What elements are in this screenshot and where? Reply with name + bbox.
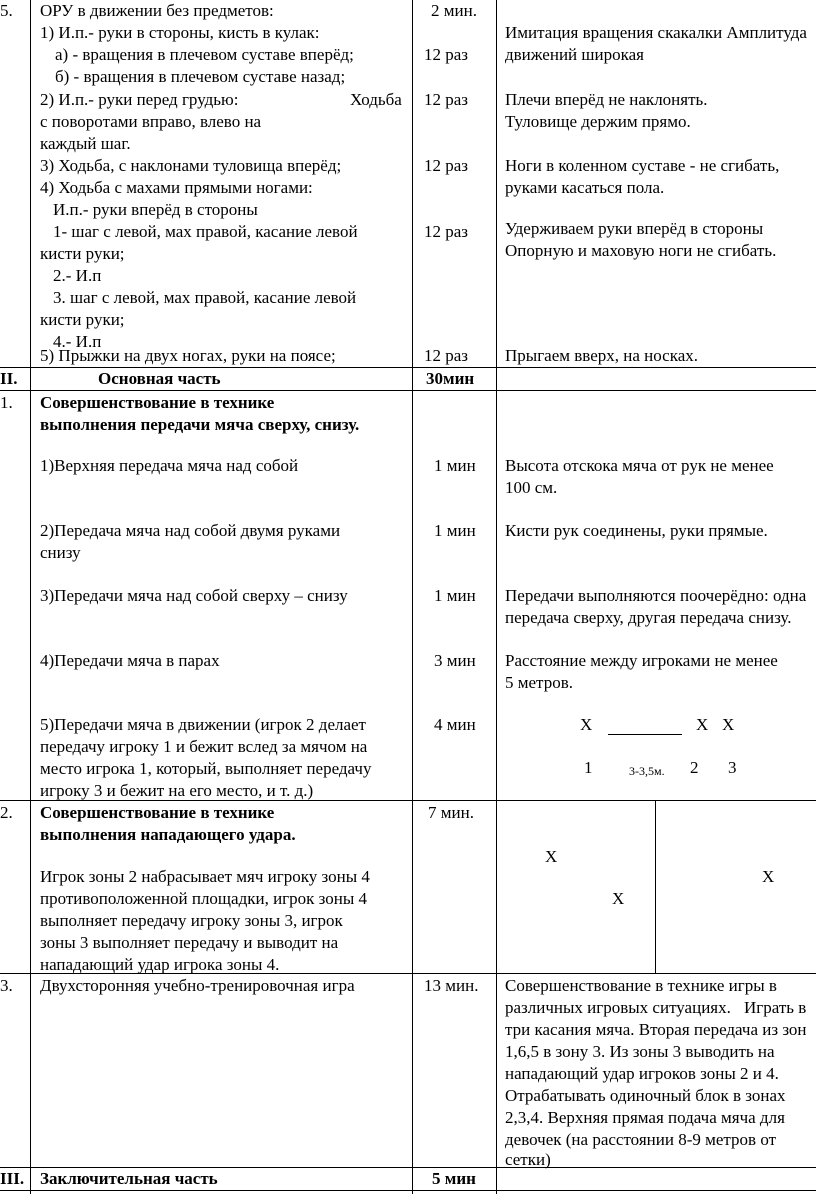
note: передача сверху, другая передача снизу. <box>505 608 792 627</box>
exercise-line: Игрок зоны 2 набрасывает мяч игроку зоны 4 <box>40 867 370 886</box>
note: Передачи выполняются поочерёдно: одна <box>505 586 807 605</box>
note: 2,3,4. Верхняя прямая подача мяча для <box>505 1108 785 1127</box>
passing-line <box>608 734 682 735</box>
exercise-title: Совершенствование в технике <box>40 393 275 412</box>
exercise-line: каждый шаг. <box>40 134 131 153</box>
exercise-line: 1)Верхняя передача мяча над собой <box>40 456 299 475</box>
exercise-line: Ходьба <box>350 90 402 109</box>
note: Имитация вращения скакалки Амплитуда <box>505 23 807 42</box>
duration: 12 раз <box>424 222 469 241</box>
note: Расстояние между игроками не менее <box>505 651 778 670</box>
duration: 12 раз <box>424 156 469 175</box>
duration: 12 раз <box>424 90 469 109</box>
player-number: 2 <box>690 758 699 777</box>
row-number: 3. <box>0 976 13 995</box>
exercise-line: а) - вращения в плечевом суставе вперёд; <box>55 45 354 64</box>
note: девочек (на расстоянии 8-9 метров от <box>505 1130 777 1149</box>
section-title: Заключительная часть <box>40 1169 218 1188</box>
player-marker: X <box>612 889 625 908</box>
note: 5 метров. <box>505 673 573 692</box>
section-title: Основная часть <box>98 369 221 388</box>
duration: 1 мин <box>434 456 476 475</box>
player-marker: X <box>545 847 558 866</box>
duration: 12 раз <box>424 346 469 365</box>
col-line-2 <box>412 0 413 1194</box>
duration: 2 мин. <box>431 1 477 20</box>
duration: 4 мин <box>434 715 476 734</box>
col-line-3 <box>496 0 497 1194</box>
exercise-line: зоны 3 выполняет передачу и выводит на <box>40 933 339 952</box>
note: три касания мяча. Вторая передача из зон <box>505 1020 807 1039</box>
exercise-line: кисти руки; <box>40 244 125 263</box>
player-marker: X <box>580 715 593 734</box>
note: 1,6,5 в зону 3. Из зоны 3 выводить на <box>505 1042 775 1061</box>
duration: 1 мин <box>434 586 476 605</box>
exercise-line: б) - вращения в плечевом суставе назад; <box>55 67 346 86</box>
exercise-line: нападающий удар игрока зоны 4. <box>40 955 280 974</box>
exercise-line: 3)Передачи мяча над собой сверху – снизу <box>40 586 348 605</box>
exercise-line: 2.- И.п <box>53 266 102 285</box>
player-number: 3 <box>728 758 737 777</box>
exercise-title: выполнения передачи мяча сверху, снизу. <box>40 415 360 434</box>
exercise-line: 5)Передачи мяча в движении (игрок 2 делает <box>40 715 366 734</box>
note: движений широкая <box>505 45 644 64</box>
note: 100 см. <box>505 478 558 497</box>
exercise-title: выполнения нападающего удара. <box>40 825 296 844</box>
player-number: 1 <box>584 758 593 777</box>
exercise-line: 4.- И.п <box>53 332 102 351</box>
exercise-line: противоположенной площадки, игрок зоны 4 <box>40 889 368 908</box>
note: Играть в <box>744 998 807 1017</box>
exercise-line: снизу <box>40 543 81 562</box>
note: Туловище держим прямо. <box>505 112 691 131</box>
exercise-line: 2)Передача мяча над собой двумя руками <box>40 521 341 540</box>
col-line-1 <box>30 0 31 1194</box>
player-marker: X <box>696 715 709 734</box>
row-number: 2. <box>0 803 13 822</box>
note: Ноги в коленном суставе - не сгибать, <box>505 156 780 175</box>
distance-label: 3-3,5м. <box>629 764 665 778</box>
note: нападающий удар игроков зоны 2 и 4. <box>505 1064 779 1083</box>
note: Прыгаем вверх, на носках. <box>505 346 699 365</box>
duration: 12 раз <box>424 45 469 64</box>
exercise-line: игроку 3 и бежит на его место, и т. д.) <box>40 781 314 800</box>
exercise-line: 4)Передачи мяча в парах <box>40 651 220 670</box>
exercise-line: место игрока 1, который, выполняет передачу <box>40 759 372 778</box>
exercise-line: 5) Прыжки на двух ногах, руки на поясе; <box>40 346 336 365</box>
player-marker: X <box>762 867 775 886</box>
note: Плечи вперёд не наклонять. <box>505 90 708 109</box>
exercise-line: выполняет передачу игроку зоны 3, игрок <box>40 911 343 930</box>
note: Высота отскока мяча от рук не менее <box>505 456 774 475</box>
row-number: 5. <box>0 1 13 20</box>
exercise-line: 3. шаг с левой, мах правой, касание левой <box>53 288 357 307</box>
note: руками касаться пола. <box>505 178 665 197</box>
duration: 1 мин <box>434 521 476 540</box>
exercise-title: Двухсторонняя учебно-тренировочная игра <box>40 976 355 995</box>
duration: 13 мин. <box>424 976 479 995</box>
note: Совершенствование в технике игры в <box>505 976 777 995</box>
note: Отрабатывать одиночный блок в зонах <box>505 1086 786 1105</box>
note: сетки) <box>505 1150 551 1169</box>
section-number: III. <box>0 1169 25 1188</box>
exercise-line: передачу игроку 1 и бежит вслед за мячом на <box>40 737 368 756</box>
exercise-line: с поворотами вправо, влево на <box>40 112 262 131</box>
section-duration: 5 мин <box>432 1169 476 1188</box>
duration: 7 мин. <box>428 803 474 822</box>
exercise-line: И.п.- руки вперёд в стороны <box>53 200 258 219</box>
note: Удерживаем руки вперёд в стороны <box>505 219 764 238</box>
exercise-line: кисти руки; <box>40 310 125 329</box>
note: различных игровых ситуациях. <box>505 998 731 1017</box>
row-number: 1. <box>0 393 13 412</box>
exercise-line: 2) И.п.- руки перед грудью: <box>40 90 239 109</box>
scheme-divider-line <box>655 800 656 973</box>
exercise-title: ОРУ в движении без предметов: <box>40 1 274 20</box>
section-duration: 30мин <box>426 369 475 388</box>
exercise-line: 1- шаг с левой, мах правой, касание левой <box>53 222 358 241</box>
section-number: II. <box>0 369 18 388</box>
exercise-line: 1) И.п.- руки в стороны, кисть в кулак: <box>40 23 320 42</box>
note: Кисти рук соединены, руки прямые. <box>505 521 768 540</box>
player-marker: X <box>722 715 735 734</box>
exercise-title: Совершенствование в технике <box>40 803 275 822</box>
note: Опорную и маховую ноги не сгибать. <box>505 241 777 260</box>
exercise-line: 3) Ходьба, с наклонами туловища вперёд; <box>40 156 342 175</box>
duration: 3 мин <box>434 651 476 670</box>
exercise-line: 4) Ходьба с махами прямыми ногами: <box>40 178 313 197</box>
